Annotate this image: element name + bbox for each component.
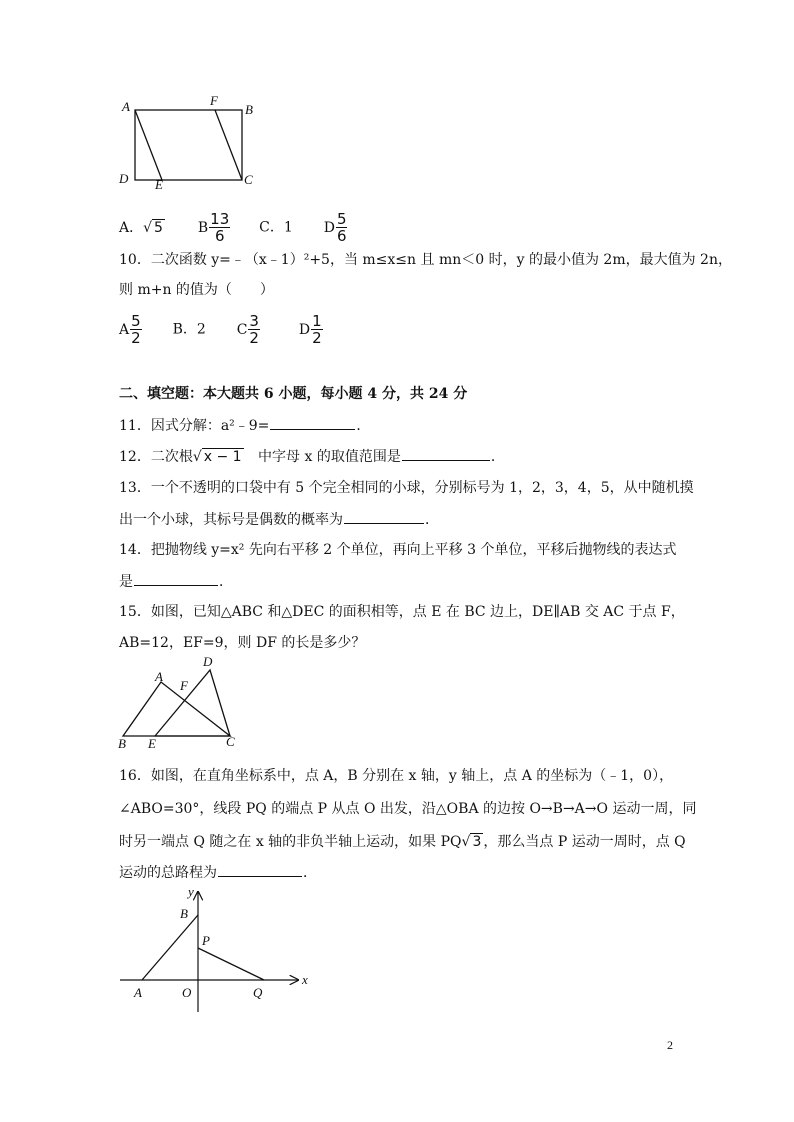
- fraction: $\frac{5}{6}$: [336, 210, 347, 245]
- q9-option-d: D $\frac{5}{6}$: [323, 210, 347, 245]
- label-e: E: [155, 177, 163, 192]
- label-f: F: [210, 93, 218, 108]
- label-c: C: [244, 172, 253, 187]
- q9-option-b: B $\frac{13}{6}$: [197, 210, 230, 245]
- label-a: A: [134, 985, 142, 1000]
- segment-fc: [215, 110, 242, 180]
- q10-options: [119, 313, 323, 346]
- label-x: x: [302, 972, 308, 987]
- label-f: F: [180, 678, 188, 693]
- triangle-abc: [123, 682, 230, 736]
- label-a: A: [122, 99, 130, 114]
- segment-ab: [142, 915, 198, 980]
- figure-rectangle-abcd: [115, 92, 265, 192]
- answer-blank: [270, 415, 355, 430]
- q15-line1: 15．如图，已知△ABC 和△DEC 的面积相等，点 E 在 BC 边上，DE∥AB 交 AC 于点 F，: [119, 604, 685, 620]
- segment-pq: [198, 948, 264, 980]
- page-number: 2: [667, 1038, 673, 1052]
- sqrt-symbol: √ 5: [143, 219, 163, 236]
- label-d: D: [119, 171, 129, 186]
- q9-option-a: A．√ 5: [119, 219, 163, 236]
- q16-line4: 运动的总路程为 ．: [119, 862, 317, 883]
- label-e: E: [148, 736, 156, 751]
- label-y: y: [188, 884, 194, 899]
- figure-triangles: [115, 652, 245, 752]
- q12: 12．二次根√ x − 1 中字母 x 的取值范围是 ．: [119, 446, 505, 467]
- answer-blank: [134, 571, 218, 586]
- q10-line2: 则 m+n 的值为（ ）: [119, 282, 274, 298]
- figure-coordinate-system: [120, 880, 320, 1015]
- q14-line1: 14．把抛物线 y=x² 先向右平移 2 个单位，再向上平移 3 个单位，平移后抛物线的表达式: [119, 542, 677, 558]
- segment-ae: [135, 110, 162, 180]
- q10-option-b: B．2: [172, 321, 206, 338]
- q11: 11．因式分解：a²﹣9= ．: [119, 415, 370, 436]
- answer-blank: [344, 509, 424, 524]
- label-d: D: [203, 654, 213, 669]
- label-b: B: [245, 102, 253, 117]
- q10-option-a: A $\frac{5}{2}$: [119, 312, 141, 347]
- label-b: B: [180, 906, 188, 921]
- triangle-dec: [155, 670, 230, 736]
- rectangle-abcd: [135, 110, 242, 180]
- label-b: B: [118, 736, 126, 751]
- label-q: Q: [253, 985, 263, 1000]
- answer-blank: [218, 862, 302, 877]
- answer-blank: [402, 446, 490, 461]
- sqrt-symbol: √ 3: [461, 834, 482, 850]
- fraction: $\frac{13}{6}$: [210, 210, 230, 245]
- sqrt-symbol: √ x − 1: [192, 449, 242, 465]
- q16-line3: 时另一端点 Q 随之在 x 轴的非负半轴上运动，如果 PQ√ 3 ，那么当点 P 运动一周时，点 Q: [119, 834, 686, 850]
- q9-options: [119, 211, 347, 244]
- label-o: O: [182, 985, 192, 1000]
- q16-line1: 16．如图，在直角坐标系中，点 A，B 分别在 x 轴，y 轴上，点 A 的坐标为（﹣1，0），: [119, 768, 674, 784]
- q10-option-c: C $\frac{3}{2}$: [236, 312, 259, 347]
- q10-line1: 10．二次函数 y=﹣（x﹣1）²+5，当 m≤x≤n 且 mn＜0 时，y 的最小值为 2m，最大值为 2n，: [119, 252, 732, 268]
- q15-line2: AB=12，EF=9，则 DF 的长是多少？: [119, 635, 366, 651]
- label-p: P: [202, 933, 210, 948]
- section-heading: 二、填空题：本大题共 6 小题，每小题 4 分，共 24 分: [119, 386, 468, 402]
- q13-line2: 出一个小球，其标号是偶数的概率为 ．: [119, 509, 439, 530]
- label-c: C: [226, 734, 235, 749]
- q16-line2: ∠ABO=30°，线段 PQ 的端点 P 从点 O 出发，沿△OBA 的边按 O→B→A→O 运动一周，同: [119, 801, 697, 817]
- label-a: A: [155, 669, 163, 684]
- q10-option-d: D $\frac{1}{2}$: [298, 312, 322, 347]
- q14-line2: 是 ．: [119, 571, 233, 592]
- q9-option-c: C．1: [259, 219, 293, 236]
- q13-line1: 13．一个不透明的口袋中有 5 个完全相同的小球，分别标号为 1，2，3，4，5，从中随机摸: [119, 480, 694, 496]
